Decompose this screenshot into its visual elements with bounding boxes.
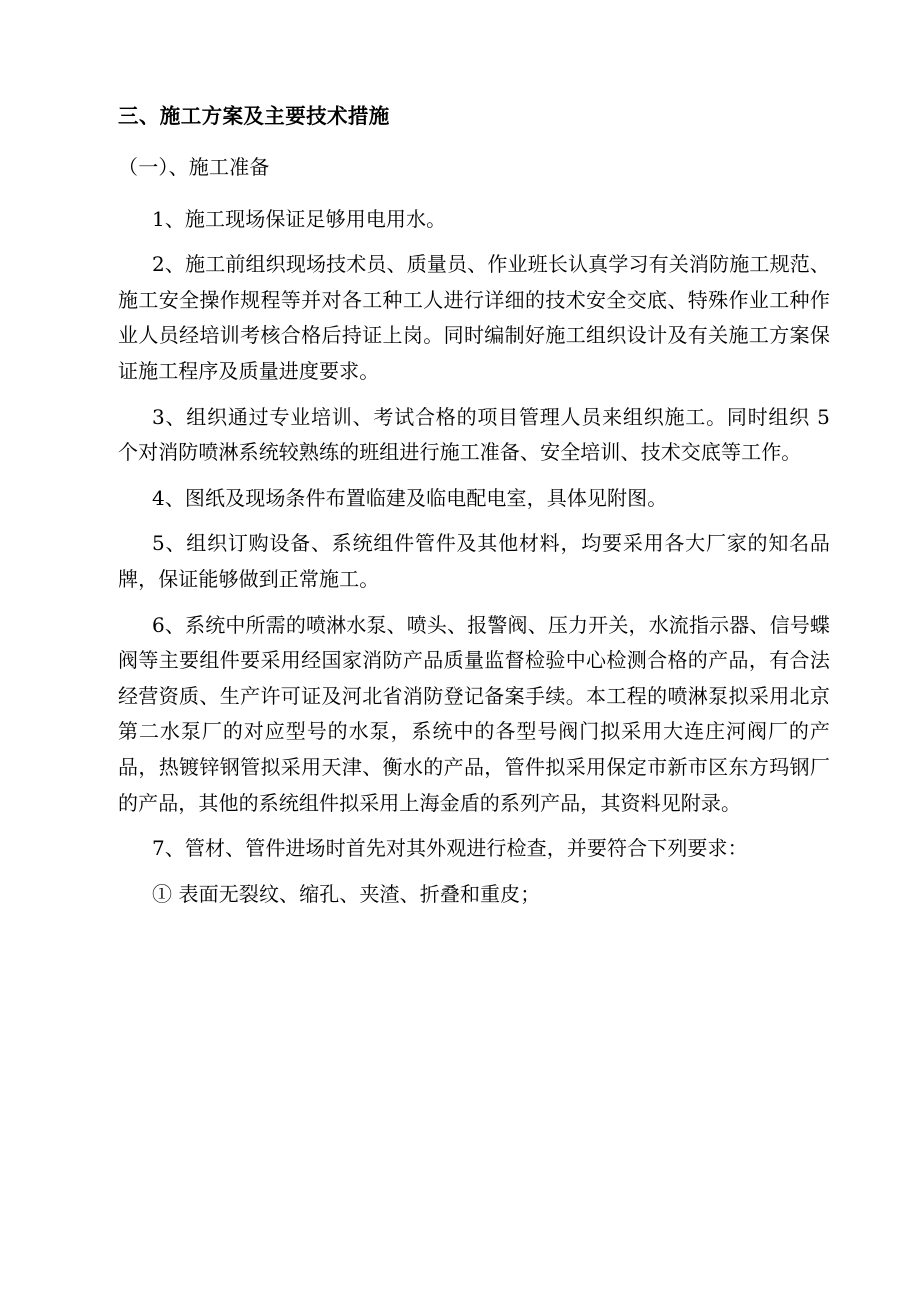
paragraph-3: 3、组织通过专业培训、考试合格的项目管理人员来组织施工。同时组织 5 个对消防喷淋系统较熟练的班组进行施工准备、安全培训、技术交底等工作。 [118,404,830,465]
paragraph-1: 1、施工现场保证足够用电用水。 [152,206,447,231]
section-heading: 三、施工方案及主要技术措施 [118,104,390,128]
subsection-heading: （一）、施工准备 [118,154,270,179]
paragraph-7: 7、管材、管件进场时首先对其外观进行检查，并要符合下列要求： [152,836,748,861]
document-body [118,104,830,912]
paragraph-8: ① 表面无裂纹、缩孔、夹渣、折叠和重皮； [152,881,541,906]
paragraph-4: 4、图纸及现场条件布置临建及临电配电室，具体见附图。 [152,485,668,510]
paragraph-6: 6、系统中所需的喷淋水泵、喷头、报警阀、压力开关，水流指示器、信号蝶阀等主要组件要采用经国家消防产品质量监督检验中心检测合格的产品，有合法经营资质、生产许可证及河北省消防登记备案手续。本工程的喷淋泵拟采用北京第二水泵厂的对应型号的水泵，系统中的各型号阀门拟采用大连庄河阀厂的产品，热镀锌钢管拟采用天津、衡水的产品，管件拟采用保定市新市区东方玛钢厂的产品，其他的系统组件拟采用上海金盾的系列产品，其资料见附录。 [118,612,830,815]
paragraph-2: 2、施工前组织现场技术员、质量员、作业班长认真学习有关消防施工规范、施工安全操作规程等并对各工种工人进行详细的技术安全交底、特殊作业工种作业人员经培训考核合格后持证上岗。同时编制好施工组织设计及有关施工方案保证施工程序及质量进度要求。 [118,252,830,383]
paragraph-5: 5、组织订购设备、系统组件管件及其他材料，均要采用各大厂家的知名品牌，保证能够做到正常施工。 [118,531,830,591]
